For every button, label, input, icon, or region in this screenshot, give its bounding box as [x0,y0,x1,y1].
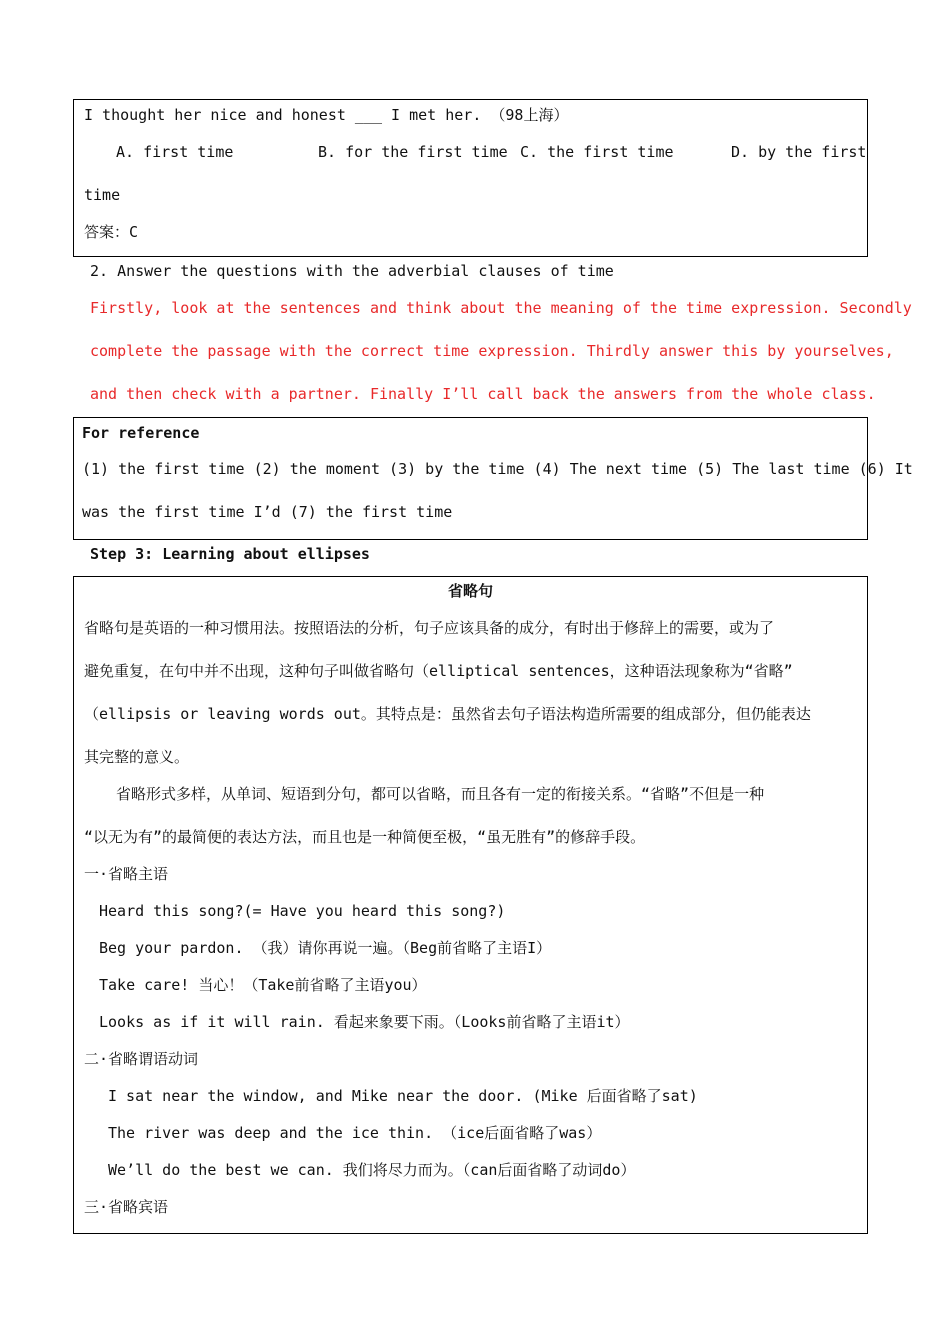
intro-line-6: “以无为有”的最简便的表达方法，而且也是一种简便至极，“虽无胜有”的修辞手段。 [84,828,646,846]
instruction-line-1: Firstly, look at the sentences and think about the meaning of the time expression. Secondly [90,299,912,317]
instruction-line-3: and then check with a partner. Finally I’ll call back the answers from the whole class. [90,385,876,403]
option-b: B. for the first time [318,143,508,161]
intro-line-1: 省略句是英语的一种习惯用法。按照语法的分析，句子应该具备的成分，有时出于修辞上的需要，或为了 [84,619,775,637]
section1-title: 一·省略主语 [84,865,169,883]
answer: 答案：C [84,223,139,241]
step3-heading: Step 3: Learning about ellipses [90,545,370,563]
intro-line-3: （ellipsis or leaving words out。其特点是：虽然省去句子语法构造所需要的组成部分，但仍能表达 [84,705,811,723]
option-d: D. by the first [731,143,867,161]
ellipsis-box [73,576,868,1234]
section3-title: 三·省略宾语 [84,1198,169,1216]
section2-title: 二·省略谓语动词 [84,1050,199,1068]
reference-box [73,417,913,540]
ellipsis-title: 省略句 [447,582,493,600]
section1-example: Beg your pardon. （我）请你再说一遍。（Beg前省略了主语I） [99,939,552,957]
reference-title: For reference [82,424,200,442]
task2-heading: 2. Answer the questions with the adverbial clauses of time [90,262,614,280]
option-c: C. the first time [520,143,674,161]
intro-line-5: 省略形式多样，从单词、短语到分句，都可以省略，而且各有一定的衔接关系。“省略”不但是一种 [116,785,765,803]
reference-line-2: was the first time I’d (7) the first time [82,503,453,521]
section1-example: Heard this song?(= Have you heard this song?) [99,902,506,920]
instruction-line-2: complete the passage with the correct time expression. Thirdly answer this by yourselves, [90,342,894,360]
intro-line-4: 其完整的意义。 [84,748,190,766]
option-d-continued: time [84,186,121,204]
section2-example: I sat near the window, and Mike near the door. (Mike 后面省略了sat) [108,1087,698,1105]
question-stem: I thought her nice and honest ___ I met her. （98上海） [84,106,569,124]
section1-example: Take care! 当心！（Take前省略了主语you） [99,976,427,994]
section1-example: Looks as if it will rain. 看起来象要下雨。（Looks前省略了主语it） [99,1013,630,1031]
option-a: A. first time [116,143,234,161]
section2-example: The river was deep and the ice thin. （ice后面省略了was） [108,1124,602,1142]
reference-line-1: (1) the first time (2) the moment (3) by the time (4) The next time (5) The last time (6) It [82,460,913,478]
section2-example: We’ll do the best we can. 我们将尽力而为。（can后面省略了动词do） [108,1161,636,1179]
intro-line-2: 避免重复，在句中并不出现，这种句子叫做省略句（elliptical sentences，这种语法现象称为“省略” [84,662,793,680]
question-box [73,99,868,257]
